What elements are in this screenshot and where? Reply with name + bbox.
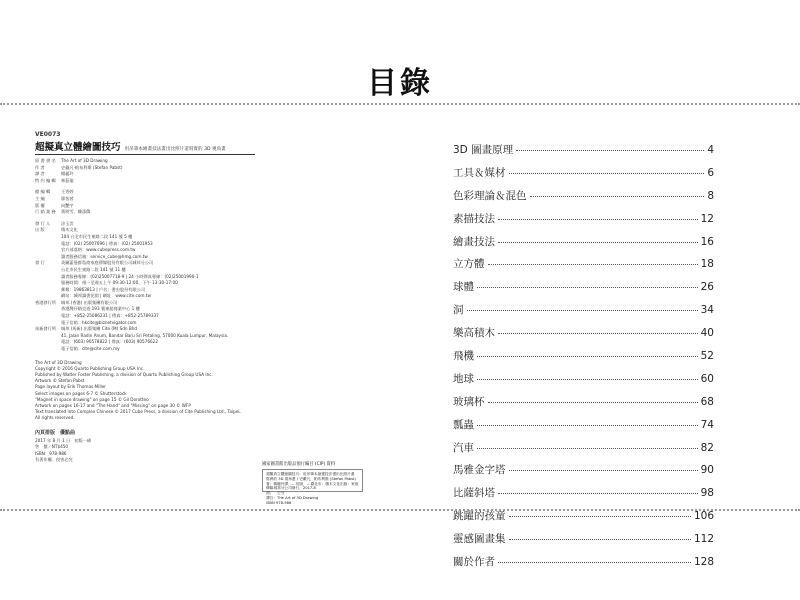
toc-leader-dots xyxy=(530,196,705,197)
credit-value: 讀者服務信箱：service_cube@hmg.com.tw xyxy=(61,253,148,259)
colophon-heading xyxy=(35,139,295,153)
toc-entry[interactable] xyxy=(453,279,714,302)
toc-entry[interactable] xyxy=(453,394,714,417)
text-line: 寫實的 3D 視角畫 / 史戴凡．帕布利斯 (Stefan Pabst) xyxy=(266,476,356,481)
credit-row xyxy=(35,326,225,333)
credit-label: 特 約 編 輯 xyxy=(35,177,56,183)
toc-entry-title: 汽車 xyxy=(453,441,474,454)
credit-value: 讀者服務專線：(02)25007718-9 | 24 小時傳真專線：(02)25001990-1 xyxy=(61,273,199,279)
toc-leader-dots xyxy=(498,242,698,243)
credit-value: 積木文化 xyxy=(61,227,78,233)
book-subtitle: 用吊筆本繪畫技法畫出比照片還寫實的 3D 視角畫 xyxy=(124,147,226,152)
book-title: 超擬真立體繪圖技巧 xyxy=(35,142,121,153)
toc-page-number: 82 xyxy=(700,441,714,454)
credits-block-b xyxy=(35,189,225,215)
credit-row xyxy=(35,227,225,234)
credit-row xyxy=(35,158,225,165)
credit-value: 服務時間：週一至週五上午 09:30-12:00、下午 13:30-17:00 xyxy=(61,280,178,286)
toc-entry[interactable] xyxy=(453,165,714,188)
toc-page-number: 68 xyxy=(700,395,714,408)
toc-page-number: 74 xyxy=(700,418,714,431)
toc-page-number: 18 xyxy=(700,258,714,271)
toc-entry-title: 立方體 xyxy=(453,258,485,271)
toc-page-number: 128 xyxy=(693,556,714,569)
credit-label xyxy=(35,293,61,300)
credit-label: 譯 者 xyxy=(35,171,45,177)
toc-page-number: 6 xyxy=(707,166,714,179)
credit-value: 41, Jalan Radin Anum, Bandar Baru Sri Petaling, 57000 Kuala Lumpur, Malaysia. xyxy=(61,332,229,338)
toc-leader-dots xyxy=(498,493,698,494)
credit-label: 版 權 xyxy=(35,202,45,208)
credit-row xyxy=(35,280,225,287)
english-copyright xyxy=(35,359,241,422)
text-line: 售 價／NT$450 xyxy=(35,444,69,450)
book-code: VE0073 xyxy=(35,131,61,138)
credit-label: 主 編 xyxy=(35,195,45,201)
credit-value: 黃明雪、陳彥儒 xyxy=(61,209,91,215)
toc-entry-title: 靈感圖畫集 xyxy=(453,533,506,546)
toc-entry-title: 樂高積木 xyxy=(453,327,495,340)
credit-value: 電話：(02) 25007696 | 傳真：(02) 25001953 xyxy=(61,240,153,246)
credit-label xyxy=(35,346,61,353)
text-line: ISBN：978-986 xyxy=(35,450,67,456)
credit-label: 原 書 書 名 xyxy=(35,158,56,163)
toc-entry[interactable] xyxy=(453,188,714,211)
credit-row xyxy=(35,196,225,203)
toc-page-number: 90 xyxy=(700,464,714,477)
credit-label xyxy=(35,287,61,294)
table-of-contents xyxy=(453,142,714,577)
toc-leader-dots xyxy=(488,264,698,265)
credit-row xyxy=(35,260,225,267)
text-line: The Art of 3D Drawing xyxy=(35,359,82,365)
page-title: 目錄 xyxy=(367,66,433,101)
production-credit: 內頁排版 優點曲 xyxy=(35,429,76,436)
toc-entry[interactable] xyxy=(453,142,714,165)
toc-leader-dots xyxy=(477,287,698,288)
toc-entry[interactable] xyxy=(453,371,714,394)
toc-entry-title: 工具＆媒材 xyxy=(453,166,506,179)
toc-entry[interactable] xyxy=(453,234,714,257)
toc-page-number: 26 xyxy=(700,281,714,294)
credit-value: 向艷宇 xyxy=(61,202,74,208)
toc-leader-dots xyxy=(509,516,691,517)
toc-entry[interactable] xyxy=(453,485,714,508)
credit-value: 王秀婷 xyxy=(61,189,74,195)
credit-label: 馬新發行所 xyxy=(35,326,56,332)
toc-leader-dots xyxy=(488,402,698,403)
toc-entry-title: 繪畫技法 xyxy=(453,235,495,248)
toc-page-number: 8 xyxy=(707,189,714,202)
toc-page-number: 112 xyxy=(693,533,714,546)
text-line: 面； 公分 xyxy=(266,491,285,496)
credit-label xyxy=(35,267,61,274)
credit-value: 涂玉雲 xyxy=(61,220,74,226)
text-line: 傳媒城邦分公司發行，2017.8 xyxy=(266,486,316,491)
text-line: 2017 年 8 月 1 日 初版一刷 xyxy=(35,438,92,444)
credit-value: 林茲瑜 xyxy=(61,177,74,183)
credit-row xyxy=(35,247,225,254)
credit-label xyxy=(35,333,61,340)
credit-value: 廖怡茜 xyxy=(61,195,74,201)
credit-label xyxy=(35,274,61,281)
credit-row xyxy=(35,209,225,216)
toc-leader-dots xyxy=(467,310,698,311)
toc-leader-dots xyxy=(477,379,698,380)
toc-entry-title: 跳躍的孩童 xyxy=(453,510,506,523)
toc-leader-dots xyxy=(498,219,698,220)
credit-value: 104 台北市民生東路二段 141 號 5 樓 xyxy=(61,233,133,239)
text-line: Text translated into Complex Chinese © 2017 Cube Press, a division of Cite Publishing Ltd., Taipei. xyxy=(35,409,241,415)
cip-box xyxy=(262,469,363,505)
credit-row xyxy=(35,346,225,353)
toc-page-number: 98 xyxy=(700,487,714,500)
credit-label: 發 行 人 xyxy=(35,220,51,226)
credit-label: 出 版 xyxy=(35,227,45,233)
text-line: 超擬真立體繪圖技巧：用吊筆本繪畫技法畫出比照片還 xyxy=(266,472,355,476)
cip-header: 國家圖書館出版品預行編目 (CIP) 資料 xyxy=(262,462,336,467)
toc-leader-dots xyxy=(498,333,698,334)
credits-block-a xyxy=(35,158,225,184)
toc-leader-dots xyxy=(509,470,698,471)
toc-entry-title: 素描技法 xyxy=(453,212,495,225)
toc-page-number: 34 xyxy=(700,304,714,317)
toc-leader-dots xyxy=(509,173,705,174)
toc-entry[interactable] xyxy=(453,440,714,463)
toc-leader-dots xyxy=(498,562,691,563)
toc-entry[interactable] xyxy=(453,348,714,371)
credit-value: 城邦 (香港) 出版集團有限公司 xyxy=(61,299,118,305)
toc-entry-title: 飛機 xyxy=(453,350,474,363)
toc-page-number: 60 xyxy=(700,372,714,385)
credit-label: 香港發行所 xyxy=(35,299,56,305)
credit-label: 行 銷 業 務 xyxy=(35,209,56,215)
toc-page-number: 4 xyxy=(707,144,714,156)
toc-entry[interactable] xyxy=(453,508,714,531)
credit-value: 城邦 (馬新) 出版集團 Cite (M) Sdn Bhd xyxy=(61,326,138,332)
toc-entry-title: 瓢蟲 xyxy=(453,418,474,431)
text-line: All rights reserved. xyxy=(35,415,75,421)
credit-value: 英屬蓋曼群島商家庭傳媒股份有限公司城邦分公司 xyxy=(61,260,154,266)
toc-entry[interactable] xyxy=(453,531,714,554)
toc-page-number: 12 xyxy=(700,212,714,225)
toc-entry-title: 玻璃杯 xyxy=(453,395,485,408)
toc-entry[interactable] xyxy=(453,417,714,440)
credit-label: 發 行 xyxy=(35,260,45,266)
credit-label xyxy=(35,306,61,313)
toc-entry[interactable] xyxy=(453,462,714,485)
toc-entry-title: 3D 圖畫原理 xyxy=(453,144,514,156)
text-line: Page layout by Erik Thomas Miller xyxy=(35,384,106,390)
credit-label: 作 者 xyxy=(35,164,45,170)
credit-row xyxy=(35,267,225,274)
toc-leader-dots xyxy=(477,356,698,357)
credit-label xyxy=(35,234,61,241)
toc-entry-title: 地球 xyxy=(453,372,474,385)
toc-page-number: 40 xyxy=(700,327,714,340)
toc-page-number: 16 xyxy=(700,235,714,248)
colophon xyxy=(35,131,295,464)
toc-leader-dots xyxy=(477,448,698,449)
credit-row xyxy=(35,313,225,320)
bottom-dotted-divider xyxy=(0,509,800,511)
text-line: 譯自：The Art of 3D Drawing xyxy=(266,495,319,500)
text-line: Artwork on pages 16-17 and "The Hand" and "Missing" on page 30 © WFP xyxy=(35,403,191,409)
credit-value: 楊麗玲 xyxy=(61,171,74,177)
toc-entry-title: 比薩斜塔 xyxy=(453,487,495,500)
top-dotted-divider xyxy=(0,103,800,105)
credit-value: 電子信箱：hkcite@biznetvigator.com xyxy=(61,319,137,325)
toc-page-number: 106 xyxy=(693,510,714,523)
toc-entry-title: 球體 xyxy=(453,281,474,294)
toc-entry[interactable] xyxy=(453,256,714,279)
text-line: Artwork © Stefan Pabst xyxy=(35,378,85,384)
credit-label: 總 編 輯 xyxy=(35,189,51,195)
credit-row xyxy=(35,178,225,185)
text-line: ISBN 978-986 xyxy=(266,500,292,505)
credit-value: 郵撥：19863813 | 戶名：書虫股份有限公司 xyxy=(61,286,146,292)
text-line: Published by Walter Foster Publishing, a division of Quarto Publishing Group USA Inc. xyxy=(35,372,213,378)
credit-value: 網站：城邦讀書花園 | 網址：www.cite.com.tw xyxy=(61,293,151,299)
credit-row xyxy=(35,293,225,300)
publication-info xyxy=(35,430,295,464)
publication-lines xyxy=(35,438,295,464)
toc-entry[interactable] xyxy=(453,302,714,325)
toc-entry-title: 關於作者 xyxy=(453,556,495,569)
credit-label xyxy=(35,241,61,248)
toc-entry-title: 洞 xyxy=(453,304,464,317)
credit-value: 史戴凡·帕布利斯 (Stefan Pabst) xyxy=(61,164,123,170)
text-line: 有著作權．侵害必究 xyxy=(35,457,73,463)
credit-label xyxy=(35,247,61,254)
toc-entry[interactable] xyxy=(453,554,714,577)
toc-entry-title: 色彩理論＆混色 xyxy=(453,189,527,202)
text-line: "Magnet in space drawing" on page 15 © Gil Dorotteo xyxy=(35,396,149,402)
credit-row xyxy=(35,234,225,241)
cip-lines xyxy=(266,472,359,506)
credit-value: 電子信箱：cite@cite.com.my xyxy=(61,346,120,352)
toc-leader-dots xyxy=(509,539,691,540)
toc-leader-dots xyxy=(516,150,704,151)
credit-value: 電話：+852-25086231 | 傳真：+852-25789337 xyxy=(61,313,159,319)
text-line: Select images on pages 6-7 © Shutterstock xyxy=(35,390,127,396)
credit-label xyxy=(35,280,61,287)
credit-row xyxy=(35,171,225,178)
colophon-rule xyxy=(35,154,255,155)
credit-value: 電話：(603) 90578822 | 傳真：(603) 90576622 xyxy=(61,339,159,345)
credits-block-c xyxy=(35,220,229,353)
credit-row xyxy=(35,189,225,196)
credit-label xyxy=(35,313,61,320)
credit-value: 香港灣仔駱克道 193 號東超商業中心 1 樓 xyxy=(61,306,140,312)
text-line: 著；楊麗玲譯．-- 初版．-- 臺北市：積木文化出版：家庭 xyxy=(266,481,359,486)
credit-value: The Art of 3D Drawing xyxy=(61,158,108,163)
credit-value: 官方部落格：www.cubepress.com.tw xyxy=(61,247,136,253)
credit-label xyxy=(35,339,61,346)
credit-value: 台北市民生東路二段 141 號 11 樓 xyxy=(61,266,126,272)
toc-page-number: 52 xyxy=(700,350,714,363)
text-line: Copyright © 2016 Quarto Publishing Group USA Inc. xyxy=(35,365,145,371)
toc-entry-title: 馬雅金字塔 xyxy=(453,464,506,477)
toc-entry[interactable] xyxy=(453,325,714,348)
toc-leader-dots xyxy=(477,425,698,426)
toc-entry[interactable] xyxy=(453,211,714,234)
